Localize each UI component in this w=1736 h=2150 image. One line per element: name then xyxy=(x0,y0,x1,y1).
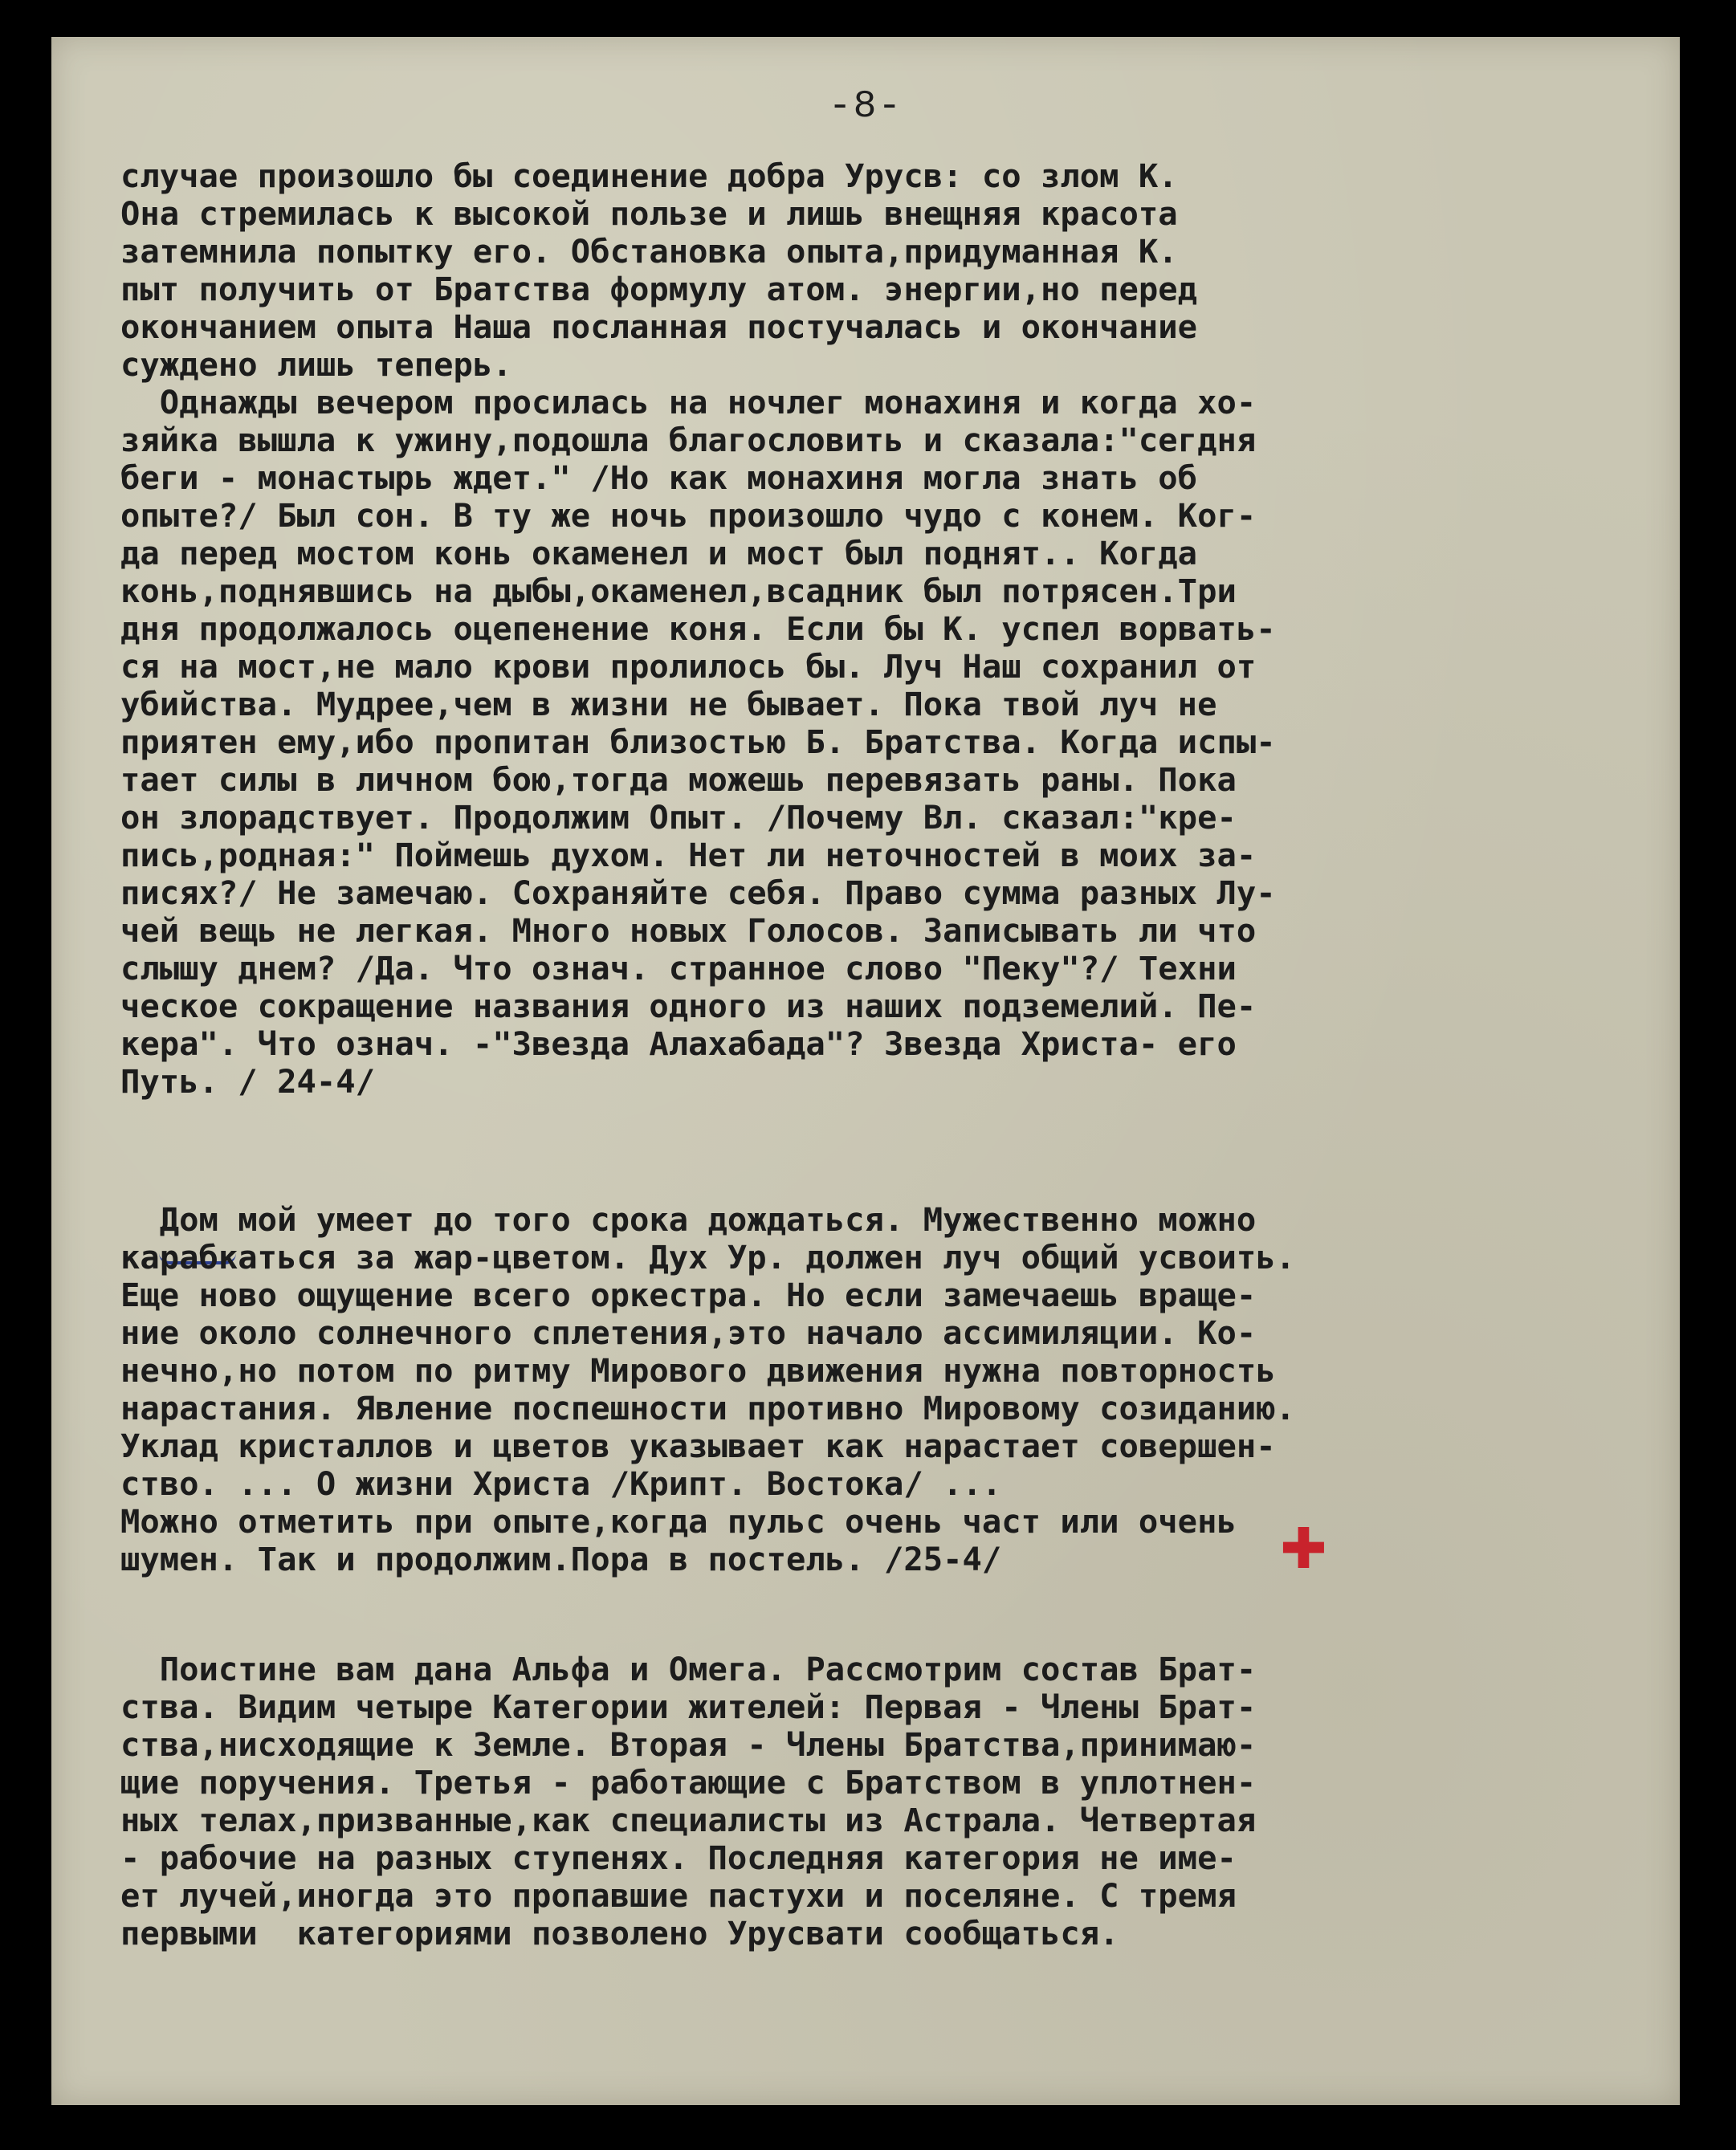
paragraph-1: случае произошло бы соединение добра Урусв: со злом К. Она стремилась к высокой пользе и лишь внещняя красота затемнила попытку его. Обстановка опыта,придуманная К. пыт получить от Братства формулу атом. энергии,но перед окончанием опыта Наша посланная постучалась и окончание суждено лишь теперь. Однажды вечером просилась на ночлег монахиня и когда хо- зяйка вышла к ужину,подошла благословить и сказала:"сегдня беги - монастырь ждет." /Но как монахиня могла знать об опыте?/ Был сон. В ту же ночь произошло чудо с конем. Ког- да перед мостом конь окаменел и мост был поднят.. Когда конь,поднявшись на дыбы,окаменел,всадник был потрясен.Три дня продолжалось оцепенение коня. Если бы К. успел ворвать- ся на мост,не мало крови пролилось бы. Луч Наш сохранил от убийства. Мудрее,чем в жизни не бывает. Пока твой луч не приятен ему,ибо пропитан близостью Б. Братства. Когда испы- тает силы в личном бою,тогда можешь перевязать раны. Пока он злорадствует. Продолжим Опыт. /Почему Вл. сказал:"кре- пись,родная:" Поймешь духом. Нет ли неточностей в моих за- писях?/ Не замечаю. Сохраняйте себя. Право сумма разных Лу- чей вещь не легкая. Много новых Голосов. Записывать ли что слышу днем? /Да. Что означ. странное слово "Пеку"?/ Техни ческое сокращение названия одного из наших подземелий. Пе- кера". Что означ. -"Звезда Алахабада"? Звезда Христа- его Путь. / 24-4/ xyxy=(120,157,1276,1101)
document-page xyxy=(51,37,1680,2105)
red-cross-mark: ✚ xyxy=(1280,1516,1327,1582)
paragraph-3: Поистине вам дана Альфа и Омега. Рассмотрим состав Брат- ства. Видим четыре Категории жителей: Первая - Члены Брат- ства,нисходящие к Земле. Вторая - Члены Братства,принимаю- щие поручения. Третья - работающие с Братством в уплотнен- ных телах,призванные,как специалисты из Астрала. Четвертая - рабочие на разных ступенях. Последняя категория не име- ет лучей,иногда это пропавшие пастухи и поселяне. С тремя первыми категориями позволено Урусвати сообщаться. xyxy=(120,1650,1257,1953)
page-number: -8- xyxy=(828,85,903,128)
paragraph-2: Дом мой умеет до того срока дождаться. Мужественно можно карабкаться за жар-цветом. Дух Ур. должен луч общий усвоить. Еще ново ощущение всего оркестра. Но если замечаешь враще- ние около солнечного сплетения,это начало ассимиляции. Ко- нечно,но потом по ритму Мирового движения нужна повторность нарастания. Явление поспешности противно Мировому созиданию. Уклад кристаллов и цветов указывает как нарастает совершен- ство. ... О жизни Христа /Крипт. Востока/ ... Можно отметить при опыте,когда пульс очень част или очень шумен. Так и продолжим.Пора в постель. /25-4/ xyxy=(120,1200,1295,1578)
